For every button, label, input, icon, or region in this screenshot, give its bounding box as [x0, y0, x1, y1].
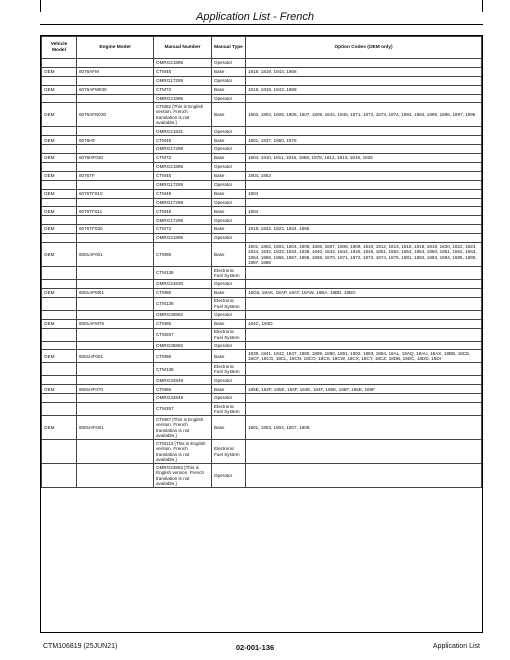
manual-number-cell: CTM48 — [154, 207, 212, 216]
table-row — [42, 267, 482, 280]
engine-model-cell: 6076TF010 — [77, 189, 154, 198]
manual-number-cell: CTM257 — [154, 328, 212, 341]
vehicle-model-cell — [42, 363, 77, 376]
manual-type-cell: Base — [212, 243, 246, 267]
header-manual-number: Manual Number — [154, 37, 212, 59]
engine-model-cell — [77, 94, 154, 103]
vehicle-model-cell: OEM — [42, 416, 77, 440]
manual-type-cell: Operator — [212, 234, 246, 243]
engine-model-cell: 6081HF001 — [77, 350, 154, 363]
engine-model-cell — [77, 403, 154, 416]
option-codes-cell — [246, 76, 482, 85]
engine-model-cell — [77, 440, 154, 464]
manual-number-cell: OMRG17289 — [154, 76, 212, 85]
vehicle-model-cell: OEM — [42, 171, 77, 180]
table-row — [42, 163, 482, 172]
engine-model-cell: 6081HFN01 — [77, 416, 154, 440]
engine-model-cell: 6076AFM — [77, 67, 154, 76]
table-row — [42, 376, 482, 385]
vehicle-model-cell: OEM — [42, 385, 77, 394]
vehicle-model-cell — [42, 163, 77, 172]
option-codes-cell — [246, 127, 482, 136]
manual-number-cell: CTM86 — [154, 319, 212, 328]
manual-type-cell: Operator — [212, 145, 246, 154]
vehicle-model-cell — [42, 394, 77, 403]
option-codes-cell: 1818, 1819, 1843, 1868 — [246, 85, 482, 94]
table-row — [42, 234, 482, 243]
manual-number-cell: CTM48 — [154, 136, 212, 145]
option-codes-cell: 184C, 184D — [246, 319, 482, 328]
manual-type-cell: Operator — [212, 198, 246, 207]
application-table — [41, 36, 482, 488]
table-row — [42, 385, 482, 394]
vehicle-model-cell: OEM — [42, 350, 77, 363]
vehicle-model-cell: OEM — [42, 207, 77, 216]
manual-type-cell: Operator — [212, 94, 246, 103]
option-codes-cell — [246, 234, 482, 243]
table-row — [42, 341, 482, 350]
option-codes-cell — [246, 363, 482, 376]
table-row — [42, 198, 482, 207]
manual-number-cell: OMRG17289 — [154, 216, 212, 225]
header-option-codes: Option Codes (OEM only) — [246, 37, 482, 59]
footer-section-name: Application List — [432, 643, 480, 650]
manual-type-cell: Base — [212, 136, 246, 145]
engine-model-cell: 6076AFM030 — [77, 85, 154, 94]
option-codes-cell — [246, 394, 482, 403]
manual-number-cell: CTM86 — [154, 350, 212, 363]
engine-model-cell — [77, 297, 154, 310]
option-codes-cell — [246, 180, 482, 189]
manual-type-cell: Base — [212, 207, 246, 216]
vehicle-model-cell: OEM — [42, 154, 77, 163]
option-codes-cell: 185E, 182F, 185E, 183F, 184E, 184F, 185E, 185F, 186E, 186F — [246, 385, 482, 394]
manual-number-cell: CTM73 — [154, 154, 212, 163]
option-codes-cell: 1804, 1852 — [246, 171, 482, 180]
vehicle-model-cell — [42, 341, 77, 350]
option-codes-cell: 1801, 1837, 1850, 1878 — [246, 136, 482, 145]
option-codes-cell — [246, 198, 482, 207]
manual-number-cell: OMRG21895 — [154, 163, 212, 172]
table-row — [42, 350, 482, 363]
table-row — [42, 440, 482, 464]
option-codes-cell — [246, 376, 482, 385]
manual-number-cell: CTM48 — [154, 189, 212, 198]
table-row — [42, 280, 482, 289]
manual-type-cell: Electronic Fuel System — [212, 403, 246, 416]
engine-model-cell — [77, 145, 154, 154]
header-engine-model: Engine Model — [77, 37, 154, 59]
manual-number-cell: CTM48 — [154, 67, 212, 76]
option-codes-cell — [246, 341, 482, 350]
engine-model-cell — [77, 216, 154, 225]
vehicle-model-cell: OEM — [42, 225, 77, 234]
application-list-sheet — [40, 35, 483, 633]
engine-model-cell — [77, 464, 154, 488]
manual-number-cell: OMRG21831 — [154, 127, 212, 136]
engine-model-cell — [77, 76, 154, 85]
manual-number-cell: CTM73 — [154, 85, 212, 94]
vehicle-model-cell — [42, 267, 77, 280]
manual-number-cell: CTM86 — [154, 385, 212, 394]
engine-model-cell: 6076HF — [77, 136, 154, 145]
option-codes-cell — [246, 59, 482, 68]
manual-type-cell: Base — [212, 416, 246, 440]
table-row — [42, 180, 482, 189]
vehicle-model-cell — [42, 180, 77, 189]
engine-model-cell — [77, 163, 154, 172]
table-row — [42, 145, 482, 154]
option-codes-cell: 1804, 1810, 1811, 1816, 1858, 1878, 1812, 1813, 1815, 1826 — [246, 154, 482, 163]
manual-type-cell: Operator — [212, 310, 246, 319]
manual-type-cell: Electronic Fuel System — [212, 267, 246, 280]
vehicle-model-cell — [42, 328, 77, 341]
option-codes-cell — [246, 310, 482, 319]
engine-model-cell: 6081AFM75 — [77, 319, 154, 328]
manual-number-cell: CTM138 — [154, 363, 212, 376]
header-vehicle-model: Vehicle Model — [42, 37, 77, 59]
manual-number-cell: CTM113 [This is English version. French translation is not available.] — [154, 440, 212, 464]
engine-model-cell — [77, 341, 154, 350]
table-row — [42, 319, 482, 328]
manual-type-cell: Operator — [212, 376, 246, 385]
manual-number-cell: OMRG21895 — [154, 59, 212, 68]
option-codes-cell — [246, 464, 482, 488]
table-row — [42, 310, 482, 319]
manual-type-cell: Electronic Fuel System — [212, 297, 246, 310]
vehicle-model-cell — [42, 145, 77, 154]
vehicle-model-cell — [42, 440, 77, 464]
manual-number-cell: OMRG24830 — [154, 280, 212, 289]
engine-model-cell: 6076TF — [77, 171, 154, 180]
engine-model-cell — [77, 59, 154, 68]
vehicle-model-cell — [42, 280, 77, 289]
manual-type-cell: Operator — [212, 216, 246, 225]
manual-type-cell: Operator — [212, 180, 246, 189]
manual-type-cell: Electronic Fuel System — [212, 363, 246, 376]
vehicle-model-cell — [42, 127, 77, 136]
manual-type-cell: Base — [212, 67, 246, 76]
manual-number-cell: OMRG34949 — [154, 394, 212, 403]
option-codes-cell: 1804 — [246, 207, 482, 216]
engine-model-cell — [77, 310, 154, 319]
manual-number-cell: CTM82 [This is English version. French translation is not available.] — [154, 103, 212, 127]
manual-number-cell: OMRG21895 — [154, 234, 212, 243]
engine-model-cell: 6076AFN030 — [77, 103, 154, 127]
engine-model-cell — [77, 198, 154, 207]
manual-type-cell: Electronic Fuel System — [212, 328, 246, 341]
engine-model-cell — [77, 180, 154, 189]
vehicle-model-cell: OEM — [42, 103, 77, 127]
manual-number-cell: OMRG17289 — [154, 198, 212, 207]
engine-model-cell: 6081AFM01 — [77, 288, 154, 297]
engine-model-cell — [77, 234, 154, 243]
vehicle-model-cell: OEM — [42, 319, 77, 328]
vehicle-model-cell: OEM — [42, 288, 77, 297]
engine-model-cell — [77, 328, 154, 341]
vehicle-model-cell — [42, 464, 77, 488]
table-row — [42, 464, 482, 488]
option-codes-cell — [246, 328, 482, 341]
manual-number-cell: OMRG34949 — [154, 376, 212, 385]
vehicle-model-cell — [42, 234, 77, 243]
vehicle-model-cell — [42, 198, 77, 207]
option-codes-cell — [246, 163, 482, 172]
manual-number-cell: CTM138 — [154, 267, 212, 280]
engine-model-cell — [77, 267, 154, 280]
manual-type-cell: Base — [212, 103, 246, 127]
table-row — [42, 207, 482, 216]
option-codes-cell — [246, 94, 482, 103]
vehicle-model-cell: OEM — [42, 67, 77, 76]
manual-type-cell: Base — [212, 350, 246, 363]
option-codes-cell — [246, 280, 482, 289]
table-row — [42, 76, 482, 85]
table-row — [42, 136, 482, 145]
option-codes-cell: 18G6, 18AK, 18AP, 18AT, 18AW, 18BA, 18BD, 18BG — [246, 288, 482, 297]
manual-type-cell: Operator — [212, 280, 246, 289]
option-codes-cell: 1839, 1841, 1842, 1847, 1880, 1889, 1890, 1891, 1892, 1893, 1894, 18AL, 18AQ, 18AU, 18AX, 18BB, 18CE, 18CF, 18CG, 18CL, 18CN, 18CO, 18CS, 18CW, 18CX, 18CY, 18CZ, 18DB, 18DC, 18DD, 18DI — [246, 350, 482, 363]
table-row — [42, 85, 482, 94]
footer-page-number: 02-001-136 — [235, 643, 275, 652]
table-header-row — [42, 37, 482, 59]
engine-model-cell: 6081AF001 — [77, 243, 154, 267]
page-title: Application List - French — [196, 11, 314, 23]
table-row — [42, 363, 482, 376]
manual-number-cell: CTM48 — [154, 171, 212, 180]
engine-model-cell — [77, 394, 154, 403]
manual-type-cell: Electronic Fuel System — [212, 440, 246, 464]
option-codes-cell — [246, 440, 482, 464]
manual-number-cell: CTM87 [This is English version. French translation is not available.] — [154, 416, 212, 440]
manual-number-cell: OMRG21895 — [154, 94, 212, 103]
manual-type-cell: Operator — [212, 464, 246, 488]
option-codes-cell: 1801, 1802, 1803, 1804, 1805, 1806, 1807, 1808, 1809, 1810, 1812, 1813, 1815, 1818, 1819, 1820, 1822, 1823, 1824, 1832, 1833, 1834, 1838, 1840, 1843, 1844, 1845, 1848, 1851, 1852, 1853, 1854, 1860, 1861, 1862, 1863, 1864, 1865, 1866, 1867, 1868, 1869, 1870, 1871, 1872, 1873, 1874, 1875, 1881, 1882, 1883, 1884, 1885, 1886, 1887, 1888 — [246, 243, 482, 267]
table-row — [42, 225, 482, 234]
engine-model-cell — [77, 363, 154, 376]
option-codes-cell — [246, 403, 482, 416]
table-row — [42, 127, 482, 136]
manual-number-cell: OMRG35882 — [154, 341, 212, 350]
header-manual-type: Manual Type — [212, 37, 246, 59]
manual-type-cell: Operator — [212, 341, 246, 350]
manual-number-cell: CTM257 — [154, 403, 212, 416]
manual-number-cell: CTM73 — [154, 225, 212, 234]
table-row — [42, 189, 482, 198]
table-row — [42, 94, 482, 103]
table-row — [42, 297, 482, 310]
option-codes-cell: 1818, 1819, 1843, 1868 — [246, 67, 482, 76]
manual-number-cell: OMRG35882 — [154, 310, 212, 319]
table-row — [42, 416, 482, 440]
table-row — [42, 403, 482, 416]
manual-type-cell: Base — [212, 288, 246, 297]
manual-type-cell: Operator — [212, 59, 246, 68]
manual-type-cell: Operator — [212, 163, 246, 172]
engine-model-cell: 6081HF070 — [77, 385, 154, 394]
table-row — [42, 216, 482, 225]
option-codes-cell: 1804 — [246, 189, 482, 198]
manual-type-cell: Base — [212, 385, 246, 394]
engine-model-cell: 6076HF030 — [77, 154, 154, 163]
vehicle-model-cell: OEM — [42, 189, 77, 198]
option-codes-cell — [246, 267, 482, 280]
manual-number-cell: CTM86 — [154, 288, 212, 297]
manual-type-cell: Base — [212, 319, 246, 328]
option-codes-cell — [246, 297, 482, 310]
manual-type-cell: Base — [212, 154, 246, 163]
vehicle-model-cell — [42, 216, 77, 225]
manual-type-cell: Base — [212, 171, 246, 180]
manual-type-cell: Base — [212, 189, 246, 198]
option-codes-cell: 1818, 1822, 1823, 1844, 1865 — [246, 225, 482, 234]
table-row — [42, 394, 482, 403]
title-divider — [40, 24, 483, 25]
vehicle-model-cell — [42, 76, 77, 85]
manual-number-cell: OMRG23852 [This is English version. French translation is not available.] — [154, 464, 212, 488]
manual-type-cell: Base — [212, 85, 246, 94]
option-codes-cell — [246, 216, 482, 225]
vehicle-model-cell — [42, 310, 77, 319]
vehicle-model-cell — [42, 403, 77, 416]
engine-model-cell — [77, 127, 154, 136]
option-codes-cell: 1803, 1804, 1805, 1806, 1807, 1809, 1844, 1845, 1871, 1872, 1873, 1874, 1893, 1894, 1895, 1896, 1897, 1898 — [246, 103, 482, 127]
vehicle-model-cell: OEM — [42, 85, 77, 94]
vehicle-model-cell: OEM — [42, 243, 77, 267]
table-row — [42, 288, 482, 297]
table-row — [42, 103, 482, 127]
table-row — [42, 243, 482, 267]
vehicle-model-cell — [42, 94, 77, 103]
footer-document-id: CTM106819 (25JUN21) — [43, 643, 118, 650]
vehicle-model-cell — [42, 297, 77, 310]
table-body — [42, 59, 482, 488]
vehicle-model-cell — [42, 59, 77, 68]
manual-type-cell: Operator — [212, 127, 246, 136]
manual-number-cell: OMRG17289 — [154, 145, 212, 154]
option-codes-cell: 1801, 1803, 1804, 1807, 1808, — [246, 416, 482, 440]
manual-number-cell: CTM138 — [154, 297, 212, 310]
engine-model-cell: 6076TF030 — [77, 225, 154, 234]
option-codes-cell — [246, 145, 482, 154]
table-row — [42, 59, 482, 68]
table-row — [42, 171, 482, 180]
engine-model-cell — [77, 376, 154, 385]
engine-model-cell — [77, 280, 154, 289]
manual-type-cell: Operator — [212, 394, 246, 403]
table-row — [42, 328, 482, 341]
table-row — [42, 67, 482, 76]
table-row — [42, 154, 482, 163]
vehicle-model-cell: OEM — [42, 136, 77, 145]
manual-type-cell: Base — [212, 225, 246, 234]
vehicle-model-cell — [42, 376, 77, 385]
manual-number-cell: OMRG17289 — [154, 180, 212, 189]
manual-type-cell: Operator — [212, 76, 246, 85]
manual-number-cell: CTM86 — [154, 243, 212, 267]
engine-model-cell: 6076TF011 — [77, 207, 154, 216]
